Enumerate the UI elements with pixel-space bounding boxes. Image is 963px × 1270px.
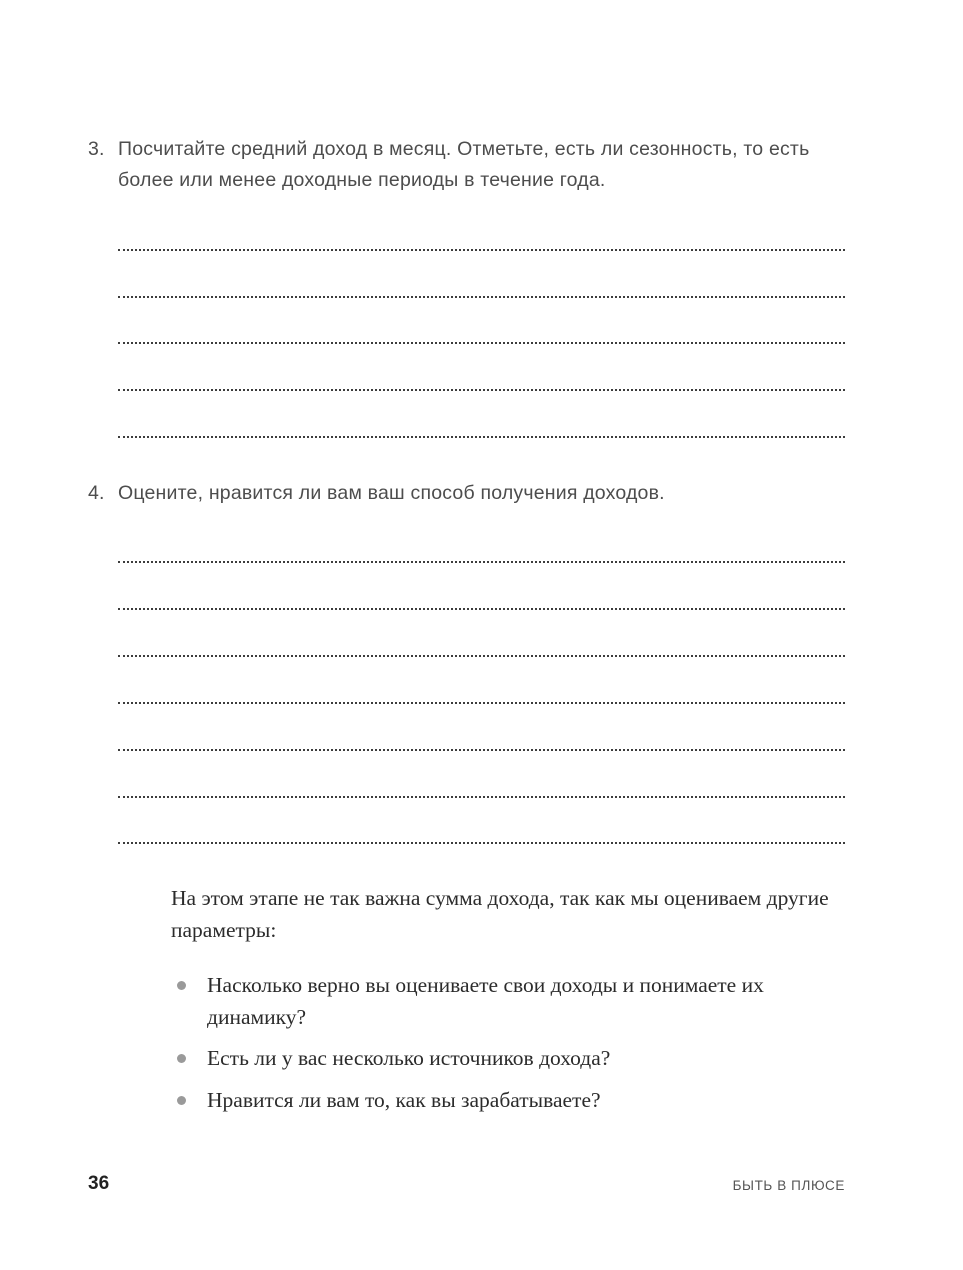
- answer-line[interactable]: [118, 249, 845, 251]
- answer-line[interactable]: [118, 796, 845, 798]
- page-number: 36: [88, 1173, 110, 1194]
- answer-line[interactable]: [118, 608, 845, 610]
- list-item: [171, 969, 846, 1033]
- bullet-icon: [177, 1096, 186, 1105]
- list-item-text: Нравится ли вам то, как вы зарабатываете?: [207, 1088, 601, 1112]
- running-title: БЫТЬ В ПЛЮСЕ: [732, 1178, 845, 1193]
- list-item: [171, 1084, 846, 1116]
- list-item-text: Есть ли у вас несколько источников дохода?: [207, 1046, 611, 1070]
- answer-line[interactable]: [118, 842, 845, 844]
- answer-line[interactable]: [118, 561, 845, 563]
- question-3: [88, 134, 848, 196]
- question-number: 4.: [88, 482, 105, 504]
- question-4: [88, 478, 848, 509]
- question-number: 3.: [88, 138, 105, 160]
- answer-line[interactable]: [118, 436, 845, 438]
- answer-line[interactable]: [118, 389, 845, 391]
- bullet-icon: [177, 981, 186, 990]
- answer-line[interactable]: [118, 296, 845, 298]
- answer-line[interactable]: [118, 655, 845, 657]
- answer-line[interactable]: [118, 342, 845, 344]
- body-paragraph: На этом этапе не так важна сумма дохода, так как мы оцениваем другие параметры:: [171, 886, 829, 942]
- question-text: Оцените, нравится ли вам ваш способ получения доходов.: [118, 482, 665, 504]
- list-item-text: Насколько верно вы оцениваете свои доходы и понимаете их динамику?: [207, 973, 764, 1029]
- list-item: [171, 1042, 846, 1074]
- question-text: Посчитайте средний доход в месяц. Отметьте, есть ли сезонность, то есть более или менее доходные периоды в течение года.: [118, 138, 810, 191]
- bullet-icon: [177, 1054, 186, 1063]
- answer-line[interactable]: [118, 749, 845, 751]
- answer-line[interactable]: [118, 702, 845, 704]
